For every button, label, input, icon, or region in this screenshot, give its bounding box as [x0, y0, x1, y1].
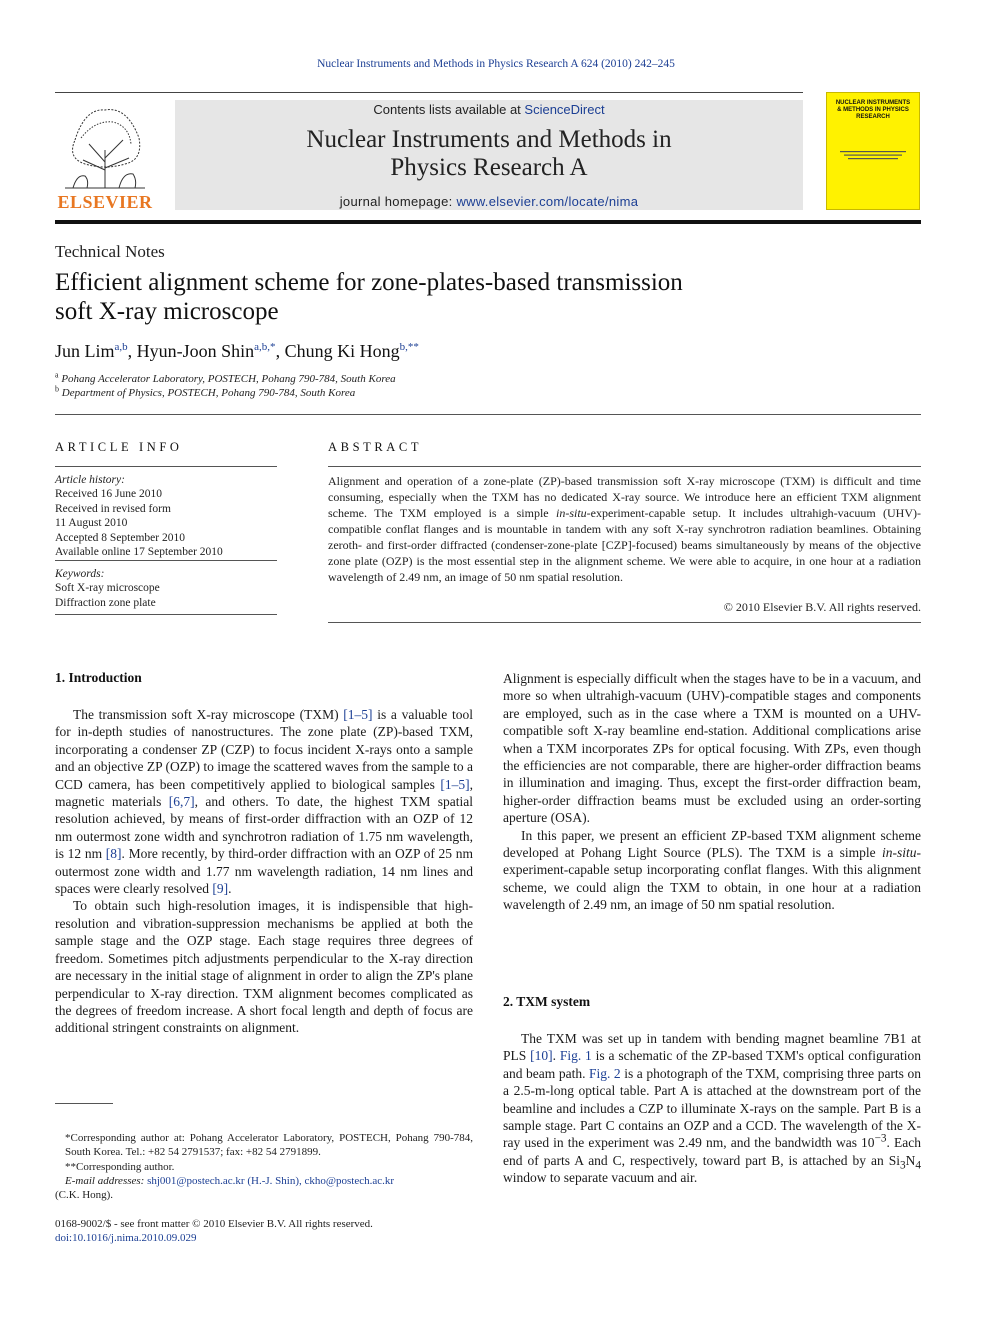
author-name[interactable]: Chung Ki Hong: [284, 341, 400, 361]
paragraph: Alignment is especially difficult when the stages have to be in a vacuum, and more so when ultrahigh-vacuum (UHV)-compatible stages and components are employed, such as in the case where a TXM is mounted on a UHV-compatible soft X-ray beamline end-station. Additional complications arise when a TXM incorporates ZPs for optical focusing. With ZPs, even though the efficiencies are not comparable, there are higher-order diffraction beams in illumination and imaging. Thus, except the first-order diffraction beam, higher-order diffraction beams must be excluded using an order-sorting aperture (OSA).: [503, 671, 921, 826]
email-links[interactable]: shj001@postech.ac.kr (H.-J. Shin), ckho@postech.ac.kr: [144, 1174, 395, 1187]
reference-link[interactable]: [10]: [530, 1048, 553, 1064]
reference-link[interactable]: [6,7]: [168, 794, 195, 810]
doi-link[interactable]: doi:10.1016/j.nima.2010.09.029: [55, 1232, 197, 1245]
abstract-text: [328, 473, 921, 585]
journal-title: [175, 126, 803, 182]
footnote-emails: [55, 1174, 473, 1188]
keywords-label: Keywords:: [55, 568, 105, 580]
author-name[interactable]: Jun Lim: [55, 341, 115, 361]
text-run: In this paper, we present an efficient ZP-based TXM alignment scheme developed at Pohang Light Source (PLS). The TXM is a simple: [503, 827, 921, 861]
history-item: Received 16 June 2010: [55, 488, 162, 501]
article-title-line1: Efficient alignment scheme for zone-plates-based transmission: [55, 269, 683, 296]
info-rule: [55, 466, 277, 467]
text-run: . Each end of parts A and C, respectively, toward part B, is attached by an Si: [503, 1135, 921, 1168]
text-emphasis: in-situ: [881, 845, 917, 861]
reference-link[interactable]: [8]: [105, 846, 122, 862]
head-rule: [55, 414, 921, 415]
history-item: 11 August 2010: [55, 517, 128, 530]
subscript: 3: [900, 1159, 906, 1172]
author-list: Jun Lim$^{a,b}$, Hyun-Joon Shin$^{a,b,*}$, Chung Ki Hong$^{b,**}$: [55, 341, 419, 361]
author-name[interactable]: Hyun-Joon Shin: [136, 341, 255, 361]
reference-link[interactable]: [9]: [212, 881, 229, 897]
footnote-text: Corresponding author.: [76, 1160, 175, 1173]
footnote-mark: **: [65, 1160, 76, 1173]
header-rule: [55, 92, 803, 93]
paragraph: [503, 827, 921, 914]
footnotes: [55, 1131, 473, 1202]
paragraph: To obtain such high-resolution images, it is indispensible that high-resolution and vibration-suppression mechanisms be applied at both the sample stage and the OZP stage. Each stage requires three degrees of freedom. Sometimes pitch adjustments perpendicular to the X-ray direction are necessary in the initial stage of alignment in order to align the ZP's plane perpendicular to X-ray direction. TXM alignment becomes complicated as the degrees of freedom increase. A short focal length and depth of focus are additional stringent constraints on alignment.: [55, 898, 473, 1036]
text-run: . More recently, by third-order diffraction with an OZP of 25 nm outermost zone width and 1.77 nm wavelength radiation, 14 nm lines and spaces were clearly resolved: [55, 846, 473, 897]
text-run: window to separate vacuum and air.: [503, 1170, 698, 1186]
email-label: E-mail addresses:: [65, 1174, 145, 1187]
footnote: [55, 1160, 473, 1174]
text-run: -experiment-capable setup incorporating conflat flanges. With this alignment scheme, we could align the TXM to obtain, in one hour at a radiation wavelength of 2.49 nm, an image of 50 nm spatial resolution.: [503, 845, 921, 913]
text-run: .: [228, 881, 232, 897]
text-run: The transmission soft X-ray microscope (TXM): [73, 707, 344, 722]
cover-title: NUCLEAR INSTRUMENTS & METHODS IN PHYSICS RESEARCH: [835, 100, 911, 120]
journal-citation[interactable]: Nuclear Instruments and Methods in Physics Research A 624 (2010) 242–245: [317, 58, 675, 70]
journal-title-line2: Physics Research A: [390, 154, 588, 181]
footnote-mark: *: [65, 1132, 71, 1144]
text-run: is a schematic of the ZP-based TXM's optical configuration and beam path.: [503, 1048, 921, 1081]
homepage-link[interactable]: www.elsevier.com/locate/nima: [456, 194, 639, 209]
text-run: is a valuable tool for in-depth studies of nanostructures. The zone plate (ZP)-based TXM, incorporating a condenser ZP (CZP) to focus incident X-rays onto a sample and an objective ZP (OZP) to image the scattered waves from the sample to a CCD camera, has been competitively applied to biological samples: [55, 707, 473, 792]
history-item: Received in revised form: [55, 502, 171, 515]
paragraph: [55, 706, 473, 897]
info-rule: [55, 614, 277, 615]
section-heading-introduction: 1. Introduction: [55, 670, 142, 685]
abstract-heading: ABSTRACT: [328, 440, 423, 454]
paragraph: [503, 1030, 921, 1187]
left-column-text: [55, 706, 473, 1037]
front-matter-line: 0168-9002/$ - see front matter © 2010 Elsevier B.V. All rights reserved.: [55, 1218, 373, 1230]
exponent: −3: [874, 1132, 887, 1145]
article-history: [55, 473, 223, 559]
abstract-emphasis: in-situ: [556, 506, 587, 520]
footnote: [55, 1131, 473, 1160]
homepage-prefix: journal homepage:: [339, 194, 457, 209]
footnote-emails-cont: (C.K. Hong).: [55, 1189, 114, 1202]
affiliation-text: Department of Physics, POSTECH, Pohang 790-784, South Korea: [61, 387, 356, 399]
sciencedirect-link[interactable]: ScienceDirect: [524, 102, 605, 117]
article-title-line2: soft X-ray microscope: [55, 298, 279, 325]
author-affil-mark[interactable]: a,b,*: [254, 341, 276, 353]
keyword: Soft X-ray microscope: [55, 582, 160, 595]
journal-title-line1: Nuclear Instruments and Methods in: [306, 126, 672, 153]
footnote-rule: [55, 1103, 113, 1104]
article-info-heading: ARTICLE INFO: [55, 440, 183, 454]
text-run: The TXM was set up in tandem with bending magnet beamline 7B1 at PLS: [503, 1031, 921, 1064]
info-rule: [55, 560, 277, 561]
abstract-rule: [328, 466, 921, 467]
footnote-text: Corresponding author at: Pohang Accelerator Laboratory, POSTECH, Pohang 790-784, South Korea. Tel.: +82 54 2791537; fax: +82 54 2791899.: [65, 1132, 473, 1159]
abstract-part: -experiment-capable setup. It includes ultrahigh-vacuum (UHV)-compatible conflat flanges and is mountable in tandem with any soft X-ray synchrotron radiation beamlines. Obtaining zeroth- and first-order diffracted (condenser-zone-plate [CZP]-focused) beams simultaneously by means of the objective zone plate (OZP) is the most essential step in the alignment scheme. We were able to acquire, in one hour at a radiation wavelength of 2.49 nm, an image of 50 nm spatial resolution.: [328, 506, 921, 584]
history-item: Available online 17 September 2010: [55, 546, 223, 559]
masthead-thick-rule: [55, 220, 921, 224]
publisher-wordmark: ELSEVIER: [57, 192, 153, 212]
right-column-text-top: [503, 670, 921, 914]
text-run: , magnetic materials: [55, 776, 473, 810]
affiliation-b: [55, 384, 356, 399]
text-run: is a photograph of the TXM, comprising three parts on a 2.5-m-long optical table. Part A is attached at the downstream port of the beamline and includes a CZP to illuminate X-rays on the sample. Part B is a sample stage. Part C contains an OZP and a CCD. The wavelength of the X-ray used in the experiment was 2.49 nm, and the bandwidth was 10: [503, 1065, 921, 1151]
section-type: Technical Notes: [55, 242, 165, 261]
history-item: Accepted 8 September 2010: [55, 531, 185, 544]
affiliation-mark: a: [55, 370, 59, 380]
text-run: .: [552, 1048, 560, 1064]
text-run: N: [905, 1152, 916, 1168]
cover-text-lines-icon: [836, 150, 910, 162]
copyright-line: © 2010 Elsevier B.V. All rights reserved.: [723, 600, 921, 614]
article-title: [55, 268, 815, 326]
affiliation-a: [55, 370, 396, 385]
figure-link[interactable]: Fig. 1: [559, 1048, 592, 1064]
author-affil-mark[interactable]: b,**: [399, 341, 419, 353]
reference-link[interactable]: [1–5]: [343, 707, 373, 722]
figure-link[interactable]: Fig. 2: [589, 1065, 621, 1081]
affiliation-text: Pohang Accelerator Laboratory, POSTECH, Pohang 790-784, South Korea: [61, 373, 396, 385]
affiliation-mark: b: [55, 384, 59, 394]
keyword: Diffraction zone plate: [55, 596, 156, 609]
author-affil-mark[interactable]: a,b: [114, 341, 128, 353]
subscript: 4: [915, 1159, 921, 1172]
section-heading-txm-system: 2. TXM system: [503, 994, 591, 1009]
abstract-rule: [328, 622, 921, 623]
front-matter: [55, 1217, 373, 1246]
contents-line: [175, 102, 803, 117]
history-label: Article history:: [55, 474, 125, 486]
text-run: , and others. To date, the highest TXM spatial resolution achieved, by means of first-order diffraction with an OZP of 12 nm outermost zone width and synchrotron radiation of 1.75 nm wavelength, is 12 nm: [55, 794, 473, 862]
contents-prefix: Contents lists available at: [373, 102, 525, 117]
abstract-part: Alignment and operation of a zone-plate (ZP)-based transmission soft X-ray microscope (TXM) is difficult and time consuming, especially when the TXM has no dedicated X-ray source. We introduce here an efficient TXM alignment scheme. The TXM employed is a simple: [328, 474, 921, 520]
right-column-text-bottom: [503, 1030, 921, 1187]
keywords: [55, 567, 160, 610]
homepage-line: [175, 194, 803, 209]
reference-link[interactable]: [1–5]: [440, 776, 470, 792]
